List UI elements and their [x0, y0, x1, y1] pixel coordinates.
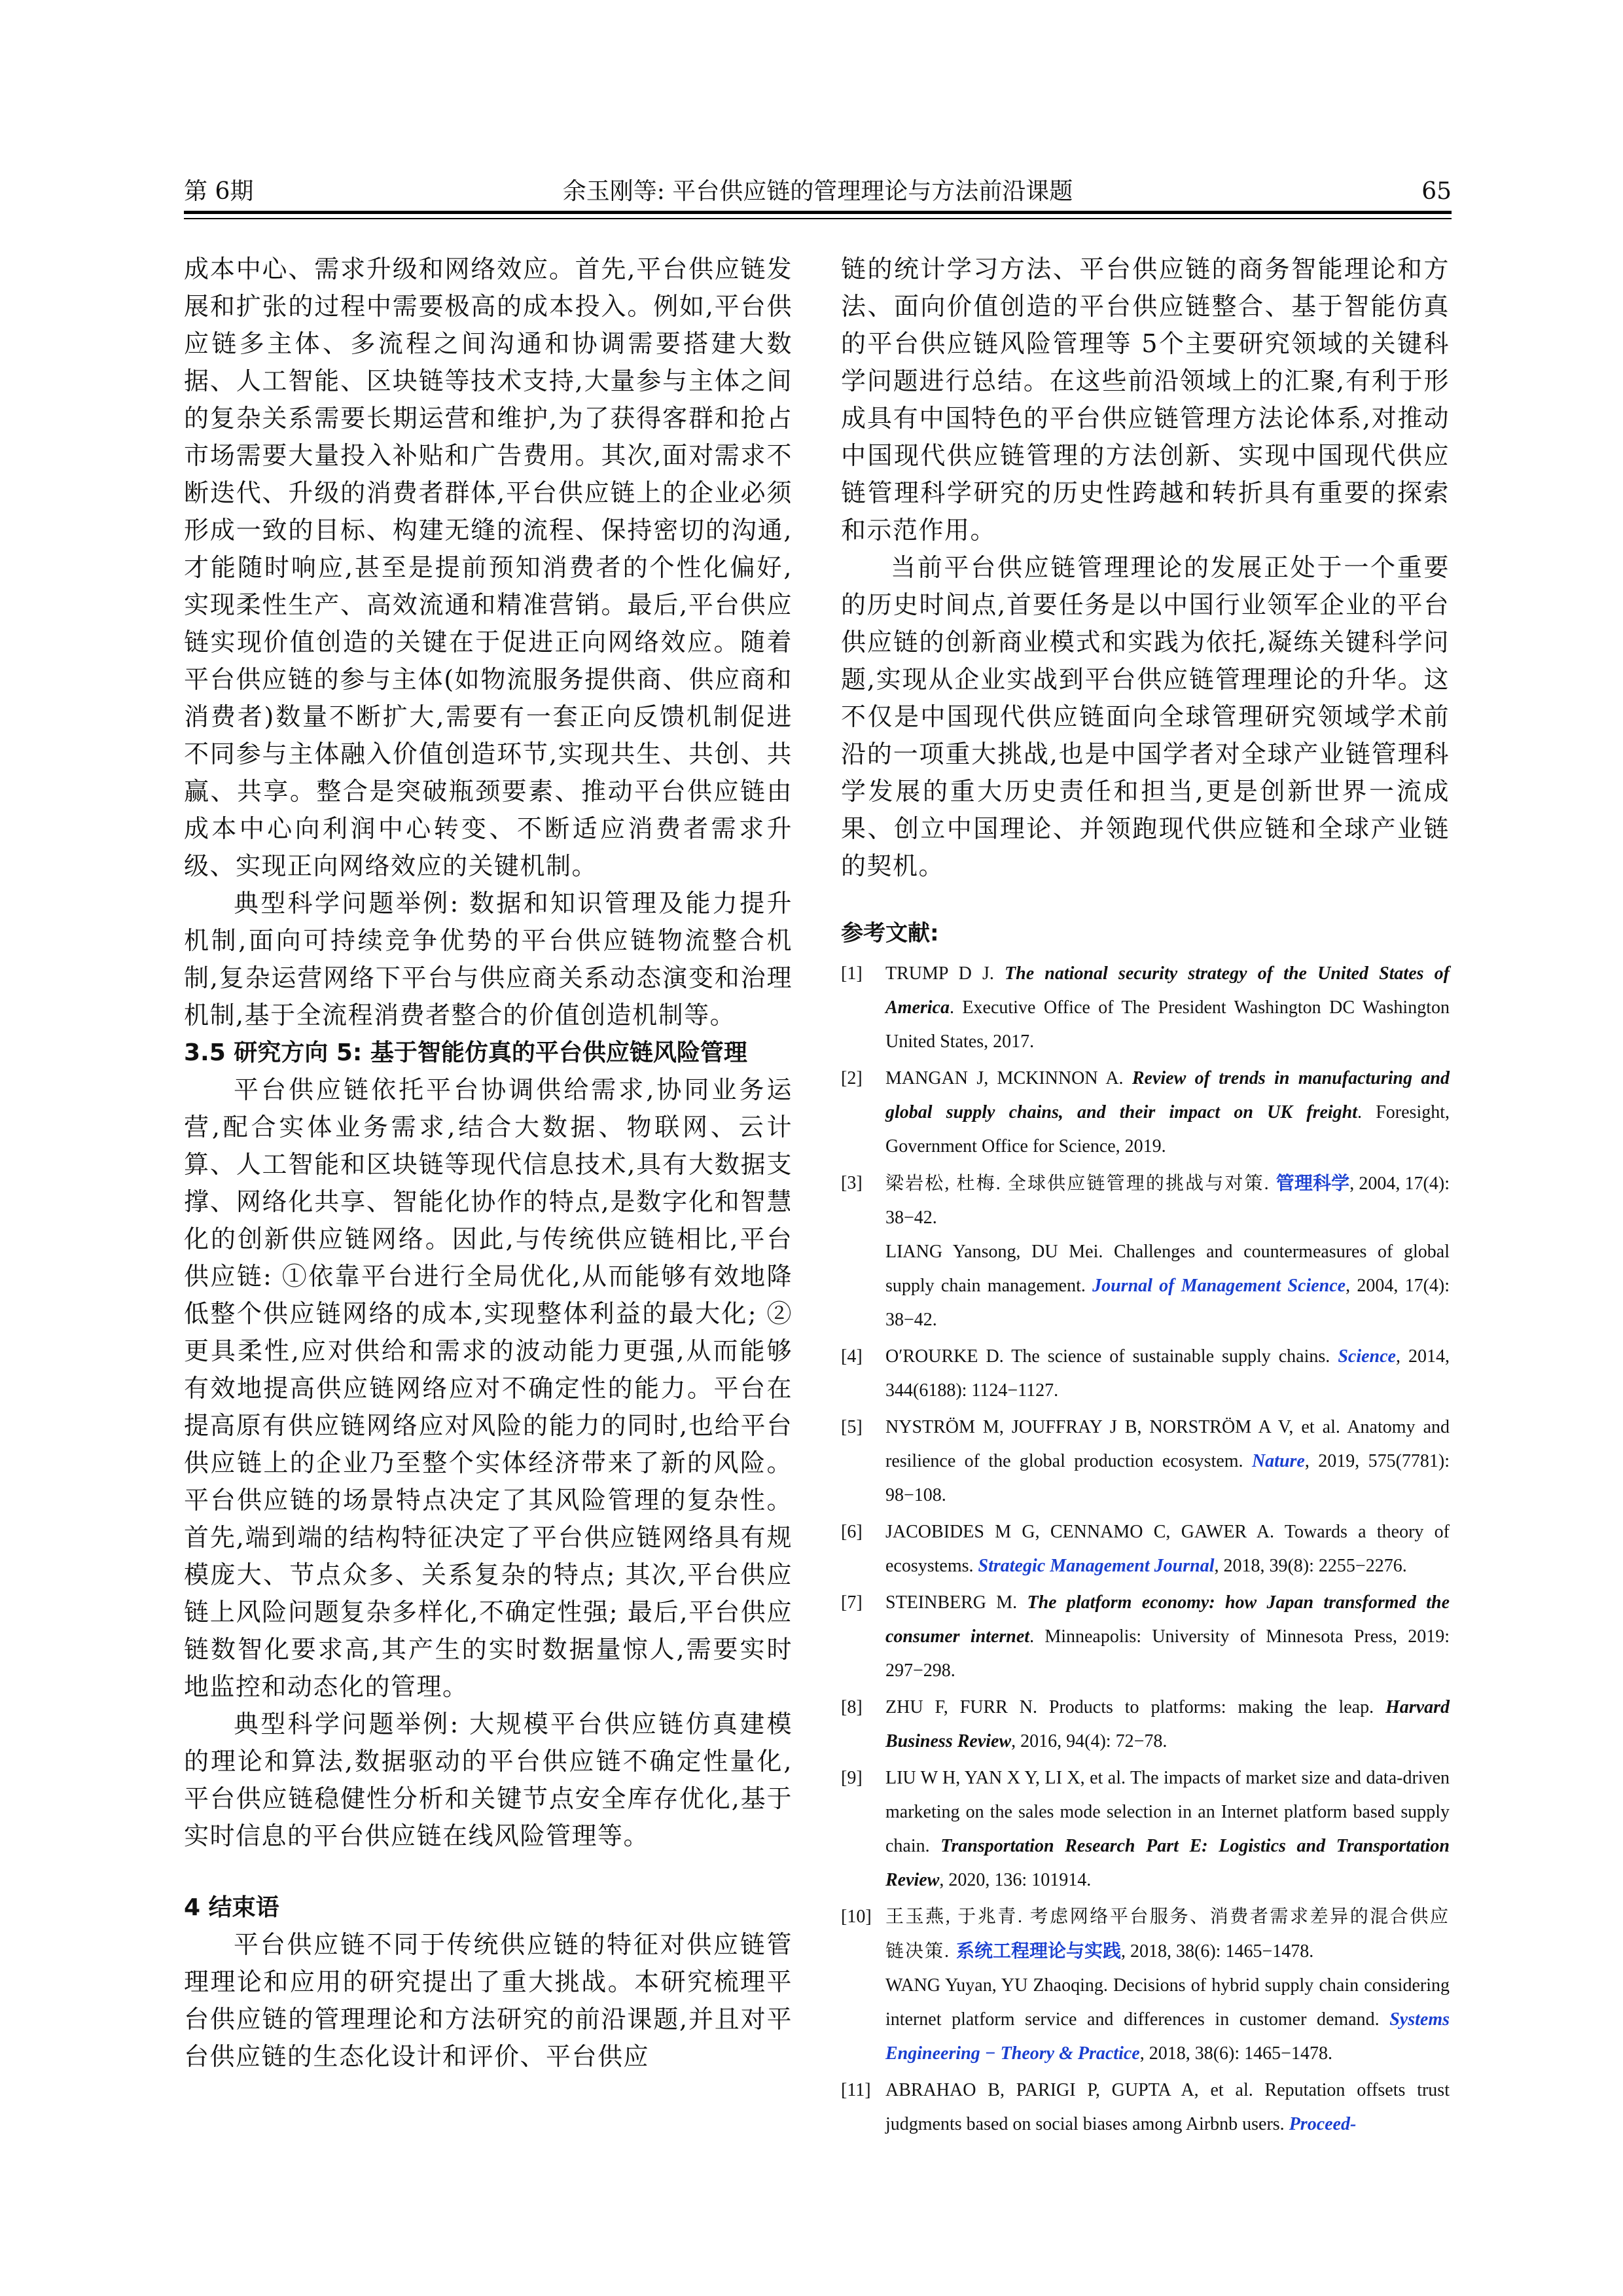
reference-details: , 2004, 17(4): 38−42. — [885, 1276, 1450, 1330]
reference-details: , 2004, 17(4): 38−42. — [885, 1174, 1450, 1228]
issue-number: 第 6期 — [184, 178, 254, 205]
reference-number: [9] — [841, 1768, 863, 1788]
page-number: 65 — [1421, 178, 1452, 205]
reference-authors: TRUMP D J. — [885, 963, 1005, 984]
reference-authors: MANGAN J, MCKINNON A. — [885, 1068, 1132, 1088]
reference-authors: JACOBIDES M G, CENNAMO C, GAWER A. Towards a theory of ecosystems. — [885, 1522, 1450, 1576]
header-rule-thick — [184, 211, 1452, 214]
body-paragraph: 当前平台供应链管理理论的发展正处于一个重要的历史时间点,首要任务是以中国行业领军企业的平台供应链的创新商业模式和实践为依托,凝练关键科学问题,实现从企业实战到平台供应链管理理论的升华。这不仅是中国现代供应链面向全球管理研究领域学术前沿的一项重大挑战,也是中国学者对全球产业链管理科学发展的重大历史责任和担当,更是创新世界一流成果、创立中国理论、并领跑现代供应链和全球产业链的契机。 — [841, 553, 1450, 880]
reference-number: [5] — [841, 1417, 863, 1437]
reference-details: . Executive Office of The President Washington DC Washington United States, 2017. — [885, 997, 1450, 1052]
section-heading-4: 4 结束语 — [184, 1894, 279, 1921]
reference-item — [841, 1900, 1450, 2071]
reference-details: . Minneapolis: University of Minnesota Press, 2019: 297−298. — [885, 1626, 1450, 1681]
reference-item — [841, 1410, 1450, 1513]
body-paragraph: 链的统计学习方法、平台供应链的商务智能理论和方法、面向价值创造的平台供应链整合、基于智能仿真的平台供应链风险管理等 5个主要研究领域的关键科学问题进行总结。在这些前沿领域上的汇聚,有利于形成具有中国特色的平台供应链管理方法论体系,对推动中国现代供应链管理的方法创新、实现中国现代供应链管理科学研究的历史性跨越和转折具有重要的探索和示范作用。 — [841, 255, 1450, 545]
running-title: 余玉刚等: 平台供应链的管理理论与方法前沿课题 — [562, 178, 1073, 205]
reference-number: [2] — [841, 1068, 863, 1088]
reference-details: . Foresight, Government Office for Science, 2019. — [885, 1102, 1450, 1157]
reference-chinese-citation: 王玉燕, 于兆青. 考虑网络平台服务、消费者需求差异的混合供应链决策. — [885, 1907, 1450, 1962]
reference-title: Review of trends in manufacturing and global supply chains, and their impact on UK freight — [885, 1068, 1450, 1122]
journal-link[interactable]: Science — [1338, 1346, 1396, 1367]
reference-details: , 2018, 38(6): 1465−1478. — [1139, 2043, 1332, 2064]
reference-number: [3] — [841, 1173, 863, 1193]
reference-number: [7] — [841, 1592, 863, 1613]
reference-item — [841, 1062, 1450, 1164]
journal-link[interactable]: 系统工程理论与实践 — [956, 1940, 1122, 1962]
reference-details: , 2016, 94(4): 72−78. — [1011, 1731, 1168, 1751]
reference-item — [841, 2073, 1450, 2142]
reference-number: [8] — [841, 1697, 863, 1717]
reference-list — [841, 957, 1450, 2142]
references-heading: 参考文献: — [841, 920, 939, 946]
section-heading-3-5: 3.5 研究方向 5: 基于智能仿真的平台供应链风险管理 — [184, 1039, 747, 1066]
reference-details: , 2014, 344(6188): 1124−1127. — [885, 1346, 1450, 1401]
body-paragraph: 平台供应链不同于传统供应链的特征对供应链管理理论和应用的研究提出了重大挑战。本研究梳理平台供应链的管理理论和方法研究的前沿课题,并且对平台供应链的生态化设计和评价、平台供应 — [184, 1930, 793, 2071]
reference-title: The platform economy: how Japan transformed the consumer internet — [885, 1592, 1450, 1647]
body-paragraph: 平台供应链依托平台协调供给需求,协同业务运营,配合实体业务需求,结合大数据、物联网、云计算、人工智能和区块链等现代信息技术,具有大数据支撑、网络化共享、智能化协作的特点,是数字化和智慧化的创新供应链网络。因此,与传统供应链相比,平台供应链: ①依靠平台进行全局优化,从而能够有效地降低整个供应链网络的成本,实现整体利益的最大化; ②更具柔性,应对供给和需求的波动能力更强,从而能够有效地提高供应链网络应对不确定性的能力。平台在提高原有供应链网络应对风险的能力的同时,也给平台供应链上的企业乃至整个实体经济带来了新的风险。平台供应链的场景特点决定了其风险管理的复杂性。首先,端到端的结构特征决定了平台供应链网络具有规模庞大、节点众多、关系复杂的特点; 其次,平台供应链上风险问题复杂多样化,不确定性强; 最后,平台供应链数智化要求高,其产生的实时数据量惊人,需要实时地监控和动态化的管理。 — [184, 1075, 793, 1701]
reference-item — [841, 957, 1450, 1059]
body-paragraph: 典型科学问题举例: 数据和知识管理及能力提升机制,面向可持续竞争优势的平台供应链物流整合机制,复杂运营网络下平台与供应商关系动态演变和治理机制,基于全流程消费者整合的价值创造机制等。 — [184, 889, 793, 1030]
reference-title: The national security strategy of the United States of America — [885, 963, 1450, 1018]
reference-authors: WANG Yuyan, YU Zhaoqing. Decisions of hybrid supply chain considering internet platform service and differences in customer demand. — [885, 1975, 1450, 2030]
body-paragraph: 成本中心、需求升级和网络效应。首先,平台供应链发展和扩张的过程中需要极高的成本投入。例如,平台供应链多主体、多流程之间沟通和协调需要搭建大数据、人工智能、区块链等技术支持,大量参与主体之间的复杂关系需要长期运营和维护,为了获得客群和抢占市场需要大量投入补贴和广告费用。其次,面对需求不断迭代、升级的消费者群体,平台供应链上的企业必须形成一致的目标、构建无缝的流程、保持密切的沟通,才能随时响应,甚至是提前预知消费者的个性化偏好,实现柔性生产、高效流通和精准营销。最后,平台供应链实现价值创造的关键在于促进正向网络效应。随着平台供应链的参与主体(如物流服务提供商、供应商和消费者)数量不断扩大,需要有一套正向反馈机制促进不同参与主体融入价值创造环节,实现共生、共创、共赢、共享。整合是突破瓶颈要素、推动平台供应链由成本中心向利润中心转变、不断适应消费者需求升级、实现正向网络效应的关键机制。 — [184, 255, 793, 880]
reference-authors: NYSTRÖM M, JOUFFRAY J B, NORSTRÖM A V, et al. Anatomy and resilience of the global production ecosystem. — [885, 1417, 1450, 1471]
reference-authors: LIU W H, YAN X Y, LI X, et al. The impacts of market size and data-driven marketing on the sales mode selection in an Internet platform based supply chain. — [885, 1768, 1450, 1856]
reference-number: [1] — [841, 963, 863, 984]
journal-link[interactable]: Systems Engineering − Theory & Practice — [885, 2009, 1450, 2064]
right-column — [841, 251, 1450, 2144]
journal-link[interactable]: Proceed- — [1289, 2114, 1357, 2134]
reference-item — [841, 1166, 1450, 1337]
journal-link[interactable]: Nature — [1251, 1451, 1305, 1471]
reference-authors: O′ROURKE D. The science of sustainable supply chains. — [885, 1346, 1338, 1367]
body-paragraph: 典型科学问题举例: 大规模平台供应链仿真建模的理论和算法,数据驱动的平台供应链不确定性量化,平台供应链稳健性分析和关键节点安全库存优化,基于实时信息的平台供应链在线风险管理等。 — [184, 1710, 793, 1850]
left-column — [184, 251, 793, 2075]
reference-item — [841, 1340, 1450, 1408]
reference-item — [841, 1761, 1450, 1897]
reference-title: Transportation Research Part E: Logistics and Transportation Review — [885, 1836, 1450, 1890]
reference-chinese-citation: 梁岩松, 杜梅. 全球供应链管理的挑战与对策. — [885, 1174, 1276, 1194]
reference-authors: STEINBERG M. — [885, 1592, 1027, 1613]
reference-number: [11] — [841, 2080, 871, 2100]
reference-authors: ZHU F, FURR N. Products to platforms: making the leap. — [885, 1697, 1385, 1717]
reference-number: [4] — [841, 1346, 863, 1367]
reference-title: Harvard Business Review — [885, 1697, 1450, 1751]
reference-number: [6] — [841, 1522, 863, 1542]
reference-details: , 2018, 38(6): 1465−1478. — [1121, 1941, 1314, 1962]
reference-item — [841, 1691, 1450, 1759]
reference-authors: ABRAHAO B, PARIGI P, GUPTA A, et al. Reputation offsets trust judgments based on social biases among Airbnb users. — [885, 2080, 1450, 2134]
reference-details: , 2019, 575(7781): 98−108. — [885, 1451, 1450, 1505]
reference-authors: LIANG Yansong, DU Mei. Challenges and countermeasures of global supply chain management. — [885, 1242, 1450, 1296]
reference-details: , 2020, 136: 101914. — [939, 1870, 1092, 1890]
journal-link[interactable]: Strategic Management Journal — [978, 1556, 1215, 1576]
journal-link[interactable]: 管理科学 — [1275, 1172, 1350, 1194]
reference-details: , 2018, 39(8): 2255−2276. — [1214, 1556, 1407, 1576]
reference-item — [841, 1586, 1450, 1688]
header-rule-thin — [184, 218, 1452, 219]
journal-link[interactable]: Journal of Management Science — [1092, 1276, 1346, 1296]
running-header — [184, 175, 1452, 208]
reference-number: [10] — [841, 1907, 872, 1927]
reference-item — [841, 1515, 1450, 1583]
